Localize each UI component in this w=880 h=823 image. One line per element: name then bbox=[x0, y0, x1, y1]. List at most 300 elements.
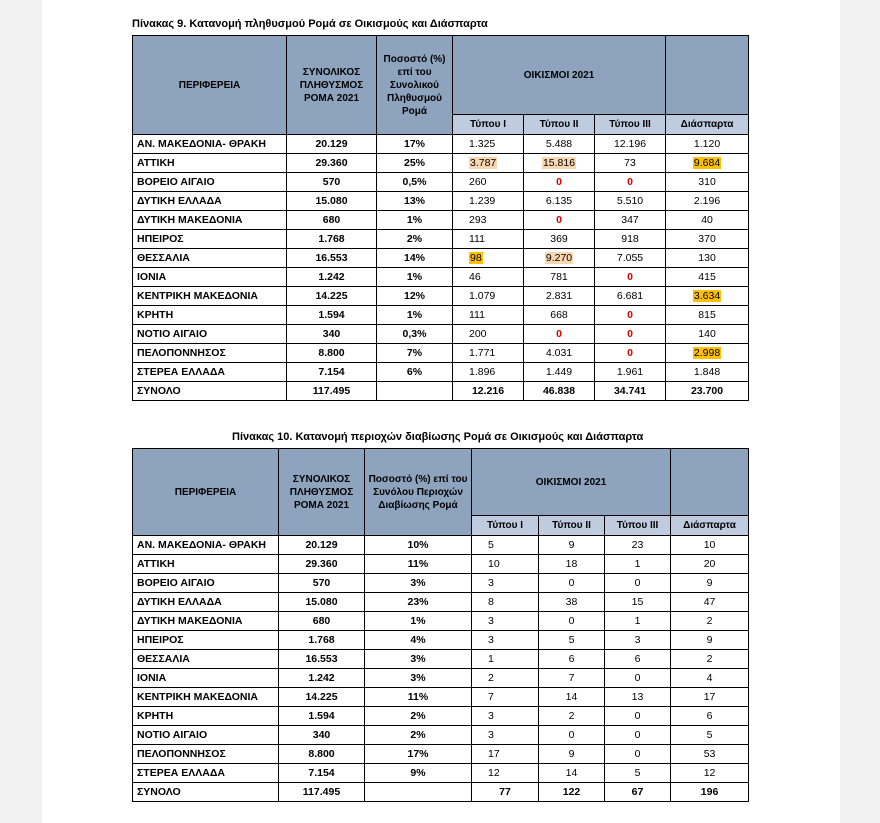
region-cell bbox=[133, 192, 287, 211]
type-2-cell bbox=[524, 211, 595, 230]
type-1-cell bbox=[472, 650, 539, 669]
type-2-cell bbox=[539, 574, 605, 593]
dispersed-cell-value: 4 bbox=[706, 671, 713, 684]
type-2-cell-value: 0 bbox=[556, 175, 562, 188]
population-cell bbox=[279, 669, 365, 688]
region-cell bbox=[133, 287, 287, 306]
region-cell bbox=[133, 382, 287, 401]
region-cell-value: ΙΟΝΙΑ bbox=[137, 270, 167, 283]
dispersed-cell bbox=[671, 764, 749, 783]
type-1-cell bbox=[453, 154, 524, 173]
type-3-cell-value: 73 bbox=[624, 156, 636, 169]
region-cell bbox=[133, 612, 279, 631]
percent-cell bbox=[365, 783, 472, 802]
table-row bbox=[133, 707, 749, 726]
percent-cell-value: 11% bbox=[407, 557, 429, 570]
population-cell-value: 14.225 bbox=[305, 690, 338, 703]
type-1-cell bbox=[453, 306, 524, 325]
type-3-cell-value: 23 bbox=[631, 538, 644, 551]
type-3-cell bbox=[595, 363, 666, 382]
type-3-cell bbox=[605, 726, 671, 745]
type-3-cell-value: 0 bbox=[634, 671, 641, 684]
percent-cell-value: 2% bbox=[410, 709, 426, 722]
type-3-cell-value: 6 bbox=[634, 652, 641, 665]
region-cell-value: ΔΥΤΙΚΗ ΕΛΛΑΔΑ bbox=[137, 595, 222, 608]
type-2-cell bbox=[524, 154, 595, 173]
type-3-cell bbox=[595, 268, 666, 287]
dispersed-cell bbox=[671, 574, 749, 593]
dispersed-cell-value: 23.700 bbox=[690, 384, 724, 397]
region-cell-value: ΣΤΕΡΕΑ ΕΛΛΑΔΑ bbox=[137, 365, 225, 378]
table-row bbox=[133, 230, 749, 249]
population-cell bbox=[279, 631, 365, 650]
type-1-cell bbox=[453, 173, 524, 192]
population-cell-value: 1.242 bbox=[308, 671, 335, 684]
type-3-cell bbox=[605, 536, 671, 555]
type-2-cell bbox=[539, 631, 605, 650]
type-3-cell bbox=[595, 306, 666, 325]
type-3-cell-value: 0 bbox=[634, 576, 641, 589]
type-3-cell bbox=[605, 631, 671, 650]
dispersed-cell-value: 815 bbox=[698, 308, 716, 321]
region-cell bbox=[133, 268, 287, 287]
population-cell-value: 340 bbox=[312, 728, 331, 741]
type-3-cell-value: 0 bbox=[634, 709, 641, 722]
percent-cell-value: 3% bbox=[410, 652, 426, 665]
percent-cell bbox=[365, 536, 472, 555]
dispersed-cell bbox=[666, 325, 749, 344]
dispersed-cell-value: 53 bbox=[703, 747, 716, 760]
table-row bbox=[133, 325, 749, 344]
type-1-cell-value: 17 bbox=[488, 747, 500, 760]
type-2-cell-value: 0 bbox=[556, 213, 562, 226]
percent-cell-value: 17% bbox=[407, 747, 429, 760]
dispersed-cell-value: 140 bbox=[698, 327, 716, 340]
header-dispersed: Διάσπαρτα bbox=[666, 115, 749, 135]
percent-cell-value: 0,3% bbox=[402, 327, 427, 340]
percent-cell bbox=[365, 764, 472, 783]
type-3-cell bbox=[605, 764, 671, 783]
population-cell bbox=[287, 154, 377, 173]
type-1-cell-value: 98 bbox=[470, 251, 482, 264]
region-cell-value: ΣΥΝΟΛΟ bbox=[137, 785, 181, 798]
percent-cell bbox=[365, 612, 472, 631]
dispersed-cell bbox=[666, 344, 749, 363]
dispersed-cell bbox=[671, 555, 749, 574]
type-2-cell bbox=[539, 783, 605, 802]
header-total-population: ΣΥΝΟΛΙΚΟΣ ΠΛΗΘΥΣΜΟΣ ΡΟΜΑ 2021 bbox=[279, 449, 365, 536]
header-settlements: ΟΙΚΙΣΜΟΙ 2021 bbox=[472, 449, 671, 516]
table-row bbox=[133, 154, 749, 173]
type-2-cell-value: 0 bbox=[568, 728, 575, 741]
percent-cell bbox=[377, 287, 453, 306]
type-3-cell-value: 918 bbox=[621, 232, 639, 245]
region-cell bbox=[133, 536, 279, 555]
dispersed-cell-value: 1.120 bbox=[693, 137, 721, 150]
type-3-cell bbox=[605, 783, 671, 802]
population-cell-value: 117.495 bbox=[302, 785, 341, 798]
table-row bbox=[133, 344, 749, 363]
region-cell-value: ΔΥΤΙΚΗ ΜΑΚΕΔΟΝΙΑ bbox=[137, 614, 243, 627]
dispersed-cell-value: 9.684 bbox=[693, 156, 721, 169]
header-type-1: Τύπου Ι bbox=[472, 516, 539, 536]
type-2-cell-value: 9.270 bbox=[545, 251, 573, 264]
dispersed-cell-value: 6 bbox=[706, 709, 713, 722]
type-2-cell-value: 14 bbox=[565, 766, 578, 779]
type-3-cell-value: 7.055 bbox=[616, 251, 644, 264]
total-row bbox=[133, 783, 749, 802]
dispersed-cell bbox=[666, 268, 749, 287]
type-1-cell-value: 1.771 bbox=[469, 346, 496, 359]
dispersed-cell-value: 9 bbox=[706, 633, 713, 646]
table-row bbox=[133, 306, 749, 325]
table-row bbox=[133, 555, 749, 574]
type-1-cell-value: 3 bbox=[488, 709, 494, 722]
type-3-cell bbox=[605, 745, 671, 764]
type-2-cell-value: 0 bbox=[568, 576, 575, 589]
type-1-cell bbox=[472, 707, 539, 726]
type-3-cell bbox=[595, 211, 666, 230]
population-cell bbox=[287, 306, 377, 325]
type-2-cell-value: 369 bbox=[550, 232, 568, 245]
dispersed-cell bbox=[666, 249, 749, 268]
type-1-cell-value: 111 bbox=[469, 232, 485, 245]
header-blank bbox=[666, 36, 749, 115]
region-cell bbox=[133, 306, 287, 325]
type-3-cell-value: 15 bbox=[631, 595, 644, 608]
dispersed-cell-value: 370 bbox=[698, 232, 716, 245]
type-1-cell-value: 293 bbox=[469, 213, 487, 226]
region-cell-value: ΚΕΝΤΡΙΚΗ ΜΑΚΕΔΟΝΙΑ bbox=[137, 690, 259, 703]
type-3-cell-value: 67 bbox=[631, 785, 644, 798]
type-1-cell bbox=[453, 363, 524, 382]
region-cell-value: ΘΕΣΣΑΛΙΑ bbox=[137, 251, 190, 264]
dispersed-cell-value: 17 bbox=[703, 690, 716, 703]
type-1-cell-value: 12 bbox=[488, 766, 500, 779]
type-1-cell bbox=[453, 249, 524, 268]
type-3-cell bbox=[595, 344, 666, 363]
region-cell bbox=[133, 154, 287, 173]
percent-cell-value: 11% bbox=[407, 690, 429, 703]
type-2-cell bbox=[524, 287, 595, 306]
header-type-2: Τύπου ΙΙ bbox=[539, 516, 605, 536]
dispersed-cell bbox=[671, 745, 749, 764]
type-3-cell-value: 1 bbox=[634, 614, 641, 627]
type-2-cell-value: 6.135 bbox=[545, 194, 573, 207]
region-cell-value: ΗΠΕΙΡΟΣ bbox=[137, 633, 184, 646]
type-2-cell-value: 4.031 bbox=[545, 346, 573, 359]
document-page bbox=[42, 0, 840, 823]
type-2-cell bbox=[524, 249, 595, 268]
percent-cell-value: 1% bbox=[410, 614, 426, 627]
type-3-cell-value: 0 bbox=[627, 346, 633, 359]
population-cell bbox=[287, 230, 377, 249]
population-cell bbox=[279, 574, 365, 593]
dispersed-cell bbox=[666, 135, 749, 154]
type-2-cell bbox=[539, 707, 605, 726]
table-9-title: Πίνακας 9. Κατανομή πληθυσμού Ρομά σε Οικισμούς και Διάσπαρτα bbox=[132, 18, 488, 30]
region-cell-value: ΚΡΗΤΗ bbox=[137, 308, 174, 321]
region-cell bbox=[133, 249, 287, 268]
population-cell bbox=[279, 612, 365, 631]
type-3-cell-value: 0 bbox=[627, 270, 633, 283]
dispersed-cell bbox=[666, 382, 749, 401]
type-1-cell bbox=[472, 593, 539, 612]
percent-cell-value: 6% bbox=[406, 365, 423, 378]
type-3-cell-value: 3 bbox=[634, 633, 641, 646]
population-cell bbox=[287, 344, 377, 363]
table-10-title: Πίνακας 10. Κατανομή περιοχών διαβίωσης Ρομά σε Οικισμούς και Διάσπαρτα bbox=[232, 431, 644, 443]
dispersed-cell-value: 9 bbox=[706, 576, 713, 589]
population-cell-value: 570 bbox=[322, 175, 341, 188]
percent-cell bbox=[377, 211, 453, 230]
dispersed-cell-value: 12 bbox=[703, 766, 716, 779]
type-3-cell bbox=[595, 192, 666, 211]
type-3-cell bbox=[605, 688, 671, 707]
header-dispersed: Διάσπαρτα bbox=[671, 516, 749, 536]
type-3-cell-value: 0 bbox=[627, 327, 633, 340]
population-cell-value: 7.154 bbox=[318, 365, 345, 378]
percent-cell bbox=[377, 230, 453, 249]
percent-cell bbox=[377, 344, 453, 363]
table-row bbox=[133, 363, 749, 382]
percent-cell-value: 14% bbox=[403, 251, 425, 264]
percent-cell bbox=[365, 631, 472, 650]
population-cell bbox=[279, 745, 365, 764]
type-2-cell bbox=[539, 764, 605, 783]
header-region: ΠΕΡΙΦΕΡΕΙΑ bbox=[133, 449, 279, 536]
table-row bbox=[133, 135, 749, 154]
dispersed-cell-value: 2.998 bbox=[693, 346, 721, 359]
population-cell-value: 16.553 bbox=[315, 251, 348, 264]
population-cell bbox=[287, 249, 377, 268]
type-3-cell-value: 0 bbox=[627, 308, 633, 321]
type-3-cell-value: 1 bbox=[634, 557, 641, 570]
percent-cell-value: 25% bbox=[403, 156, 425, 169]
population-cell-value: 8.800 bbox=[308, 747, 335, 760]
population-cell bbox=[279, 593, 365, 612]
type-2-cell-value: 5 bbox=[568, 633, 575, 646]
table-row bbox=[133, 536, 749, 555]
type-2-cell bbox=[524, 325, 595, 344]
type-1-cell bbox=[472, 764, 539, 783]
population-cell bbox=[279, 764, 365, 783]
region-cell-value: ΚΕΝΤΡΙΚΗ ΜΑΚΕΔΟΝΙΑ bbox=[137, 289, 259, 302]
type-1-cell-value: 200 bbox=[469, 327, 487, 340]
table-row bbox=[133, 726, 749, 745]
type-3-cell-value: 13 bbox=[631, 690, 644, 703]
table-row bbox=[133, 574, 749, 593]
type-1-cell-value: 12.216 bbox=[471, 384, 505, 397]
region-cell-value: ΙΟΝΙΑ bbox=[137, 671, 167, 684]
type-1-cell bbox=[472, 783, 539, 802]
dispersed-cell bbox=[666, 287, 749, 306]
population-cell-value: 8.800 bbox=[318, 346, 345, 359]
percent-cell bbox=[377, 325, 453, 344]
region-cell-value: ΣΤΕΡΕΑ ΕΛΛΑΔΑ bbox=[137, 766, 225, 779]
population-cell-value: 1.594 bbox=[318, 308, 345, 321]
dispersed-cell bbox=[671, 631, 749, 650]
type-3-cell-value: 0 bbox=[634, 747, 641, 760]
type-3-cell-value: 1.961 bbox=[616, 365, 644, 378]
percent-cell bbox=[377, 306, 453, 325]
type-2-cell bbox=[524, 230, 595, 249]
population-cell bbox=[279, 536, 365, 555]
region-cell-value: ΠΕΛΟΠΟΝΝΗΣΟΣ bbox=[137, 747, 226, 760]
type-1-cell-value: 8 bbox=[488, 595, 494, 608]
population-cell-value: 1.594 bbox=[308, 709, 335, 722]
region-cell bbox=[133, 669, 279, 688]
table-row bbox=[133, 669, 749, 688]
table-row bbox=[133, 249, 749, 268]
type-1-cell bbox=[472, 669, 539, 688]
dispersed-cell bbox=[666, 154, 749, 173]
population-cell-value: 1.242 bbox=[318, 270, 345, 283]
table-row bbox=[133, 268, 749, 287]
type-2-cell bbox=[524, 306, 595, 325]
percent-cell bbox=[365, 650, 472, 669]
population-cell bbox=[279, 726, 365, 745]
type-1-cell-value: 3.787 bbox=[470, 156, 497, 169]
dispersed-cell-value: 130 bbox=[698, 251, 716, 264]
population-cell-value: 14.225 bbox=[315, 289, 348, 302]
percent-cell bbox=[377, 135, 453, 154]
region-cell bbox=[133, 745, 279, 764]
population-cell bbox=[279, 650, 365, 669]
total-row bbox=[133, 382, 749, 401]
region-cell-value: ΝΟΤΙΟ ΑΙΓΑΙΟ bbox=[137, 327, 208, 340]
dispersed-cell bbox=[671, 707, 749, 726]
type-2-cell-value: 2.831 bbox=[545, 289, 573, 302]
type-2-cell-value: 38 bbox=[565, 595, 578, 608]
type-3-cell bbox=[595, 287, 666, 306]
region-cell-value: ΑΝ. ΜΑΚΕΔΟΝΙΑ- ΘΡΑΚΗ bbox=[137, 538, 266, 551]
percent-cell bbox=[377, 249, 453, 268]
type-1-cell-value: 2 bbox=[488, 671, 494, 684]
region-cell bbox=[133, 555, 279, 574]
region-cell-value: ΘΕΣΣΑΛΙΑ bbox=[137, 652, 190, 665]
type-2-cell-value: 122 bbox=[562, 785, 581, 798]
dispersed-cell bbox=[671, 650, 749, 669]
type-3-cell bbox=[595, 382, 666, 401]
percent-cell bbox=[365, 688, 472, 707]
dispersed-cell-value: 2 bbox=[706, 614, 713, 627]
region-cell bbox=[133, 363, 287, 382]
type-3-cell bbox=[605, 707, 671, 726]
type-2-cell-value: 6 bbox=[568, 652, 575, 665]
type-2-cell bbox=[539, 536, 605, 555]
region-cell bbox=[133, 574, 279, 593]
type-2-cell bbox=[524, 135, 595, 154]
percent-cell bbox=[365, 669, 472, 688]
type-1-cell bbox=[453, 230, 524, 249]
type-1-cell bbox=[453, 268, 524, 287]
percent-cell-value: 23% bbox=[407, 595, 429, 608]
percent-cell bbox=[377, 154, 453, 173]
table-row bbox=[133, 173, 749, 192]
percent-cell bbox=[365, 726, 472, 745]
type-2-cell bbox=[524, 382, 595, 401]
population-cell-value: 1.768 bbox=[308, 633, 335, 646]
type-1-cell-value: 1.896 bbox=[469, 365, 496, 378]
region-cell bbox=[133, 211, 287, 230]
dispersed-cell bbox=[666, 173, 749, 192]
percent-cell bbox=[365, 574, 472, 593]
dispersed-cell bbox=[671, 688, 749, 707]
type-1-cell-value: 260 bbox=[469, 175, 487, 188]
population-cell-value: 20.129 bbox=[305, 538, 338, 551]
region-cell bbox=[133, 707, 279, 726]
type-3-cell bbox=[605, 555, 671, 574]
population-cell bbox=[287, 363, 377, 382]
percent-cell bbox=[365, 593, 472, 612]
type-3-cell bbox=[595, 154, 666, 173]
type-3-cell-value: 34.741 bbox=[613, 384, 647, 397]
percent-cell-value: 3% bbox=[410, 576, 426, 589]
type-1-cell bbox=[453, 344, 524, 363]
header-percent: Ποσοστό (%) επί του Συνολικού Πληθυσμού Ρομά bbox=[377, 36, 453, 135]
type-1-cell-value: 1.325 bbox=[469, 137, 496, 150]
type-2-cell bbox=[524, 363, 595, 382]
type-1-cell bbox=[472, 631, 539, 650]
population-cell-value: 7.154 bbox=[308, 766, 335, 779]
type-1-cell bbox=[472, 536, 539, 555]
type-1-cell bbox=[453, 135, 524, 154]
type-2-cell-value: 9 bbox=[568, 747, 575, 760]
region-cell bbox=[133, 726, 279, 745]
type-3-cell bbox=[605, 650, 671, 669]
type-2-cell bbox=[539, 726, 605, 745]
type-3-cell bbox=[595, 135, 666, 154]
region-cell-value: ΑΤΤΙΚΗ bbox=[137, 557, 175, 570]
dispersed-cell-value: 310 bbox=[698, 175, 716, 188]
type-2-cell bbox=[539, 612, 605, 631]
type-2-cell bbox=[539, 688, 605, 707]
type-2-cell-value: 0 bbox=[556, 327, 562, 340]
dispersed-cell-value: 415 bbox=[698, 270, 716, 283]
region-cell-value: ΗΠΕΙΡΟΣ bbox=[137, 232, 184, 245]
population-cell bbox=[287, 211, 377, 230]
population-cell bbox=[287, 135, 377, 154]
percent-cell-value: 1% bbox=[406, 270, 423, 283]
type-3-cell-value: 5 bbox=[634, 766, 641, 779]
table-row bbox=[133, 612, 749, 631]
dispersed-cell-value: 47 bbox=[703, 595, 716, 608]
type-3-cell bbox=[605, 612, 671, 631]
percent-cell-value: 2% bbox=[406, 232, 423, 245]
percent-cell-value: 12% bbox=[403, 289, 425, 302]
type-2-cell-value: 18 bbox=[565, 557, 578, 570]
dispersed-cell bbox=[666, 192, 749, 211]
type-3-cell-value: 6.681 bbox=[616, 289, 644, 302]
type-1-cell-value: 77 bbox=[499, 785, 511, 798]
type-2-cell bbox=[524, 192, 595, 211]
population-cell bbox=[287, 287, 377, 306]
type-1-cell-value: 111 bbox=[469, 308, 485, 321]
type-1-cell bbox=[472, 726, 539, 745]
percent-cell-value: 7% bbox=[406, 346, 423, 359]
type-3-cell bbox=[605, 593, 671, 612]
dispersed-cell bbox=[671, 593, 749, 612]
type-2-cell-value: 46.838 bbox=[542, 384, 576, 397]
dispersed-cell bbox=[671, 612, 749, 631]
type-2-cell bbox=[524, 344, 595, 363]
type-1-cell-value: 3 bbox=[488, 728, 494, 741]
type-2-cell bbox=[539, 593, 605, 612]
population-cell bbox=[279, 688, 365, 707]
type-1-cell-value: 3 bbox=[488, 576, 494, 589]
percent-cell-value: 2% bbox=[410, 728, 426, 741]
